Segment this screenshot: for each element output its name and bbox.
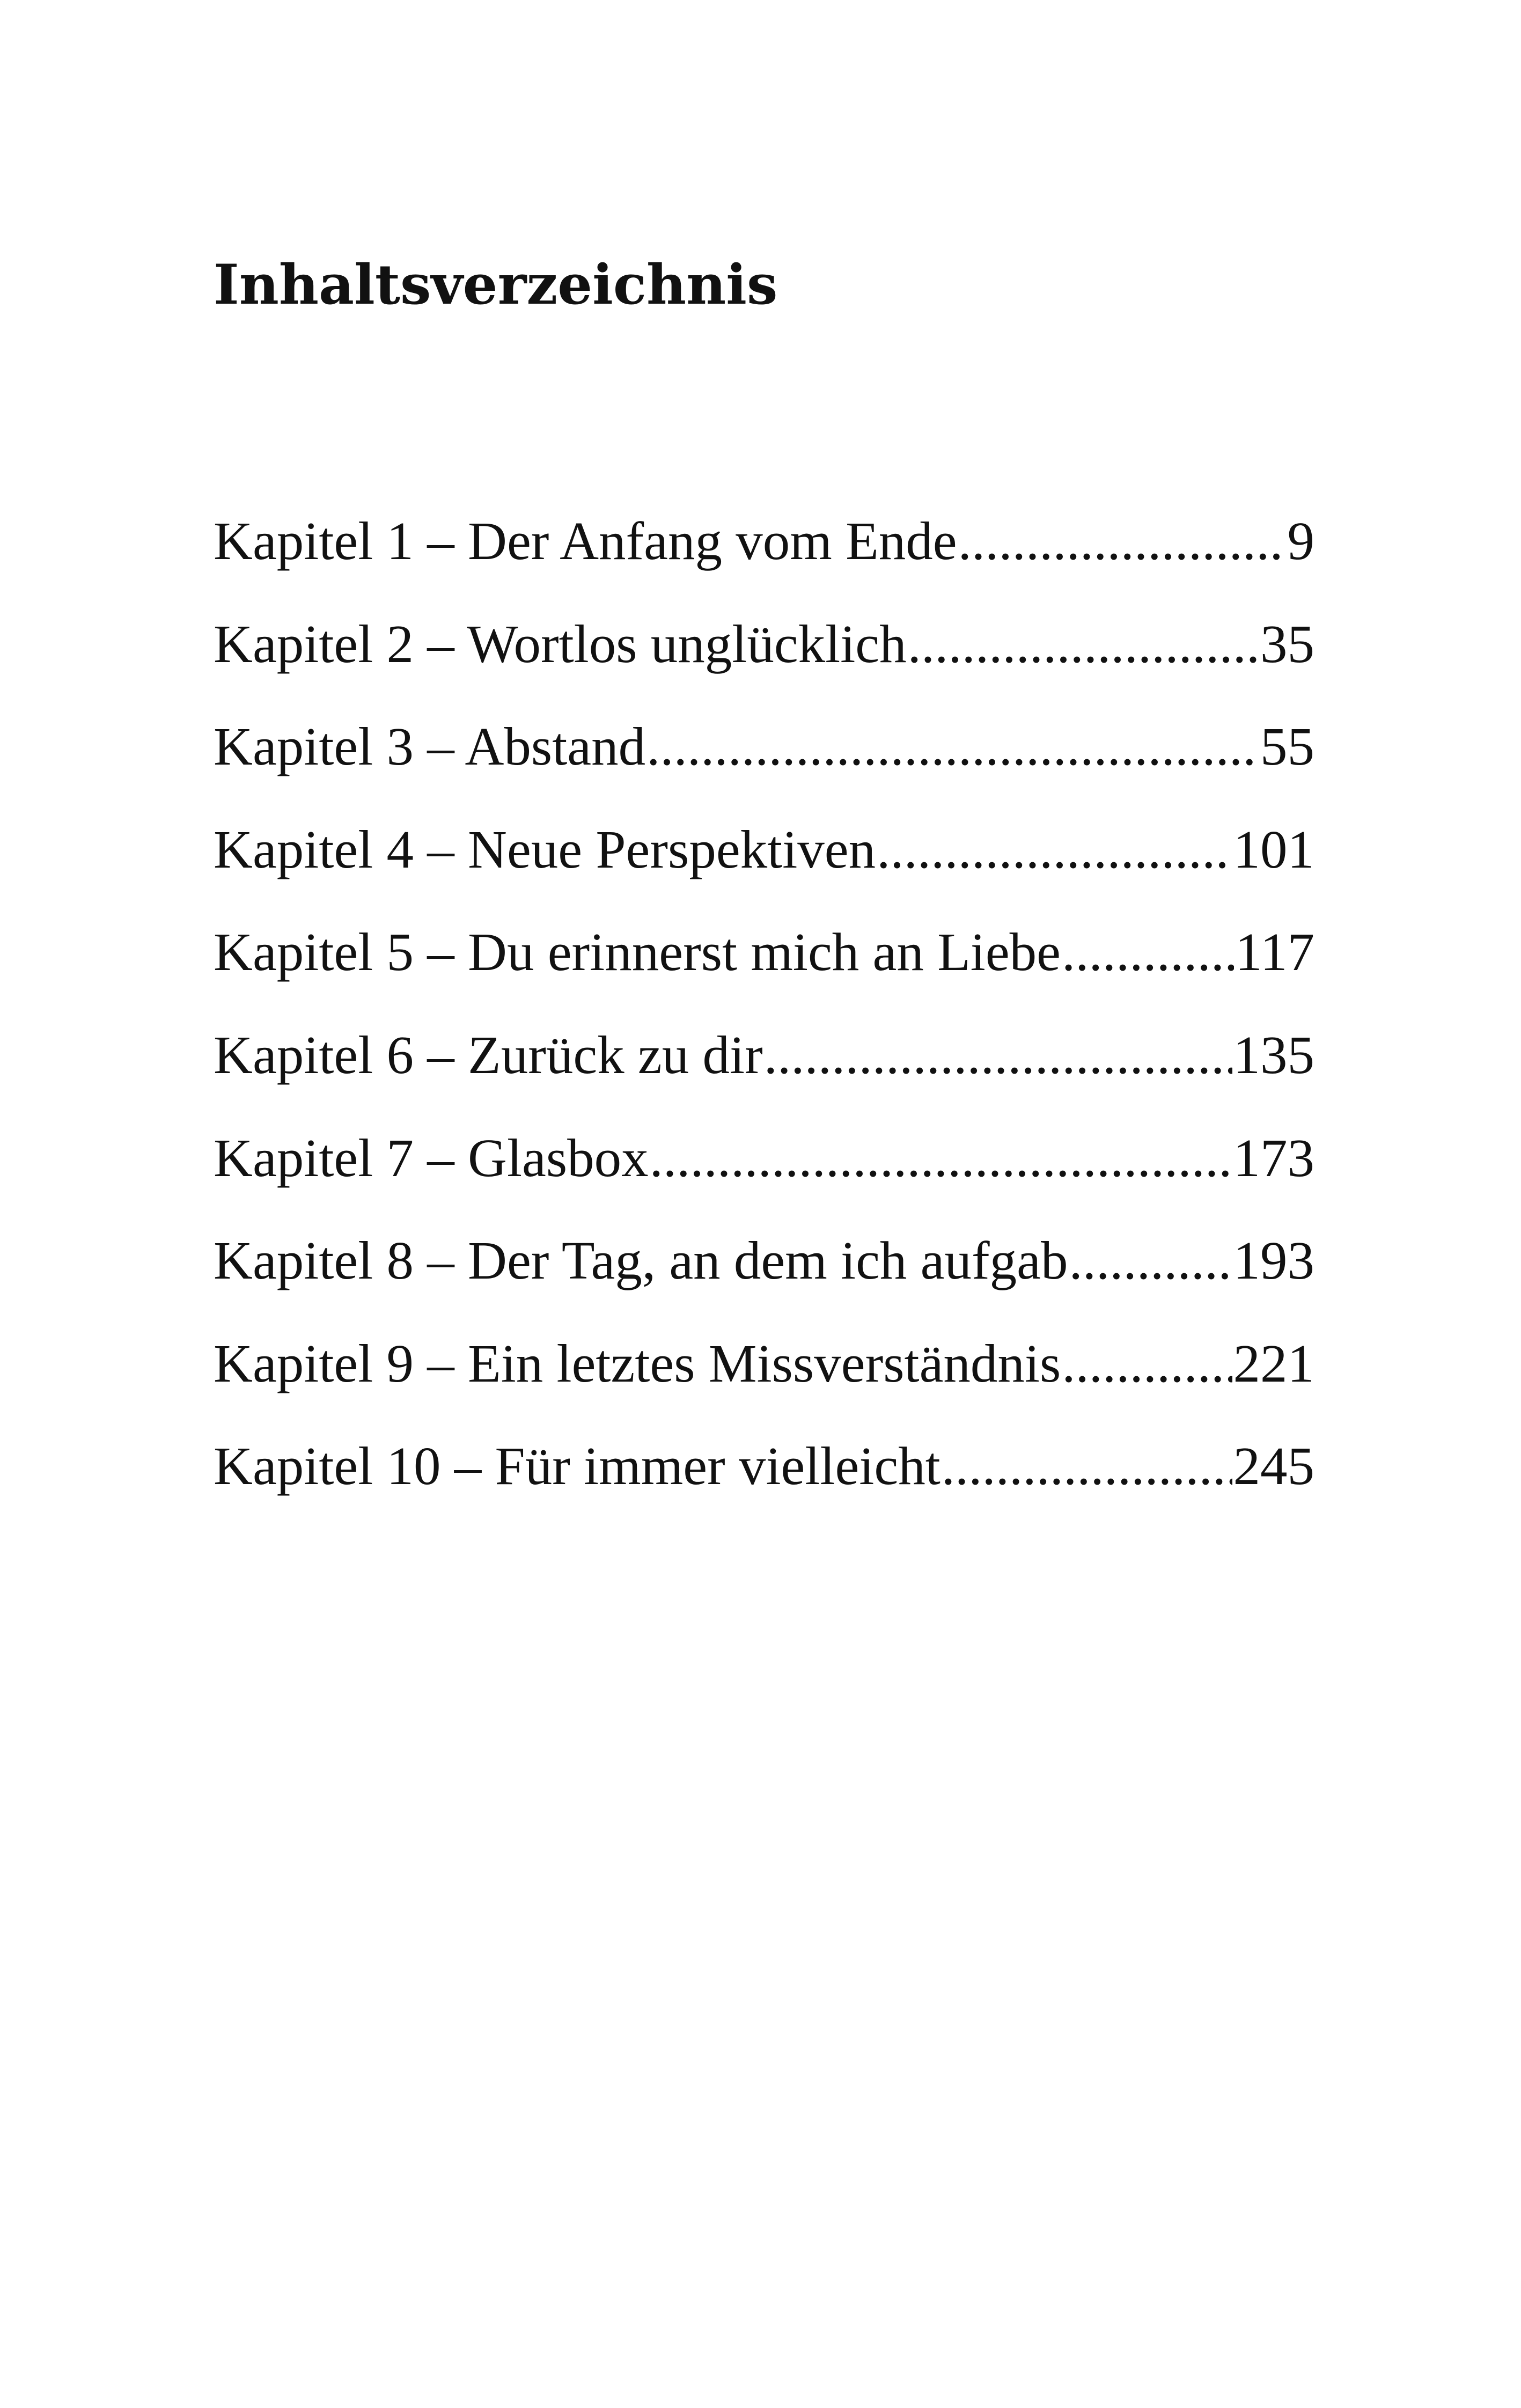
toc-entry-page: 55 [1260,716,1314,777]
toc-entry-label: Kapitel 6 – Zurück zu dir [214,1024,763,1085]
toc-entry [214,714,1314,817]
toc-dot-leader [764,1023,1232,1088]
toc-entry-label: Kapitel 5 – Du erinnerst mich an Liebe [214,922,1061,982]
toc-entry-label: Kapitel 1 – Der Anfang vom Ende [214,511,957,571]
toc-entry [214,1023,1314,1126]
toc-entry-label: Kapitel 8 – Der Tag, an dem ich aufgab [214,1230,1068,1291]
toc-entry-page: 9 [1287,511,1314,571]
toc-entry-page: 173 [1233,1127,1314,1188]
toc-entry [214,612,1314,715]
toc-dot-leader [942,1434,1232,1499]
toc-entry [214,920,1314,1023]
toc-entry-label: Kapitel 4 – Neue Perspektiven [214,819,876,879]
toc-entry-page: 221 [1233,1333,1314,1393]
toc-entry-label: Kapitel 10 – Für immer vielleicht [214,1436,940,1496]
toc-entry-page: 101 [1233,819,1314,879]
toc-entry [214,817,1314,920]
toc-heading: Inhaltsverzeichnis [214,253,778,317]
toc-entry [214,509,1314,612]
toc-entry-page: 117 [1235,922,1314,982]
toc-dot-leader [650,1126,1232,1191]
toc-entry [214,1228,1314,1331]
toc-entry-page: 35 [1260,613,1314,674]
toc-dot-leader [646,714,1259,779]
toc-entry-label: Kapitel 9 – Ein letztes Missverständnis [214,1333,1061,1393]
toc-entry-page: 135 [1233,1024,1314,1085]
toc-dot-leader [1062,920,1234,985]
toc-entry [214,1331,1314,1434]
toc-dot-leader [1069,1228,1232,1293]
toc-dot-leader [1062,1331,1232,1396]
toc-entry-label: Kapitel 3 – Abstand [214,716,646,777]
toc-dot-leader [958,509,1287,574]
toc-entry-page: 193 [1233,1230,1314,1291]
toc-entry-label: Kapitel 2 – Wortlos unglücklich [214,613,907,674]
toc-entry-label: Kapitel 7 – Glasbox [214,1127,649,1188]
toc-entry-page: 245 [1233,1436,1314,1496]
toc-entry [214,1434,1314,1537]
toc-dot-leader [877,817,1232,882]
toc-list [214,509,1314,1537]
toc-entry [214,1126,1314,1229]
toc-dot-leader [908,612,1259,677]
